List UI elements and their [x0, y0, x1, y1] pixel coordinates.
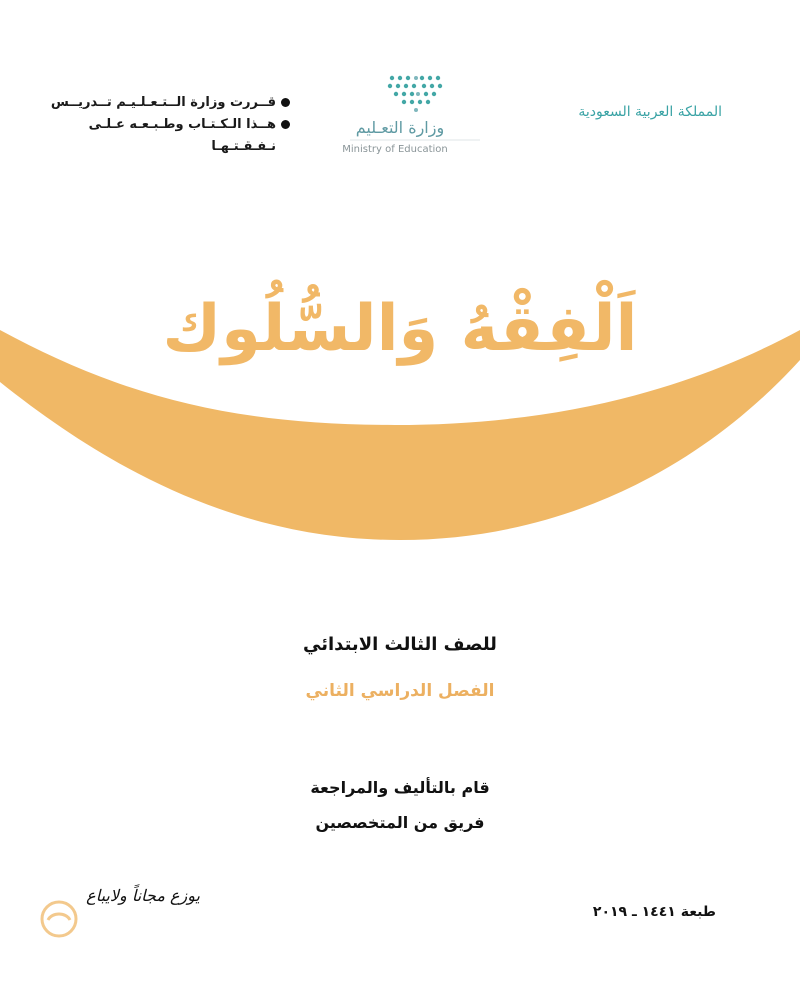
ministry-name-en: Ministry of Education: [342, 144, 448, 155]
edition-label: طبعة ١٤٤١ ـ ٢٠١٩: [592, 904, 716, 920]
ministry-name-ar: وزارة التعـليم: [355, 118, 445, 137]
grade-label: للصف الثالث الابتدائي: [303, 634, 497, 655]
kingdom-name: المملكة العربية السعودية: [578, 104, 722, 120]
bullet-icon: [281, 120, 290, 129]
approval-text-1: قــررت وزارة الــتـعـلـيـم تــدريــس: [50, 95, 276, 110]
distribution-stamp-icon: [38, 898, 80, 940]
approval-note: [50, 92, 290, 158]
bullet-icon: [281, 98, 290, 107]
approval-line-1: [50, 92, 290, 114]
approval-line-2: [50, 114, 290, 158]
authors-line-1: قام بالتأليف والمراجعة: [310, 778, 490, 797]
free-distribution-label: يوزع مجاناً ولايباع: [86, 886, 200, 905]
book-title: اَلْفِقْهُ وَالسُّلُوك: [162, 292, 638, 366]
approval-text-2: هــذا الـكـتـاب وطـبـعـه عـلـى نـفـقـتـهـا: [88, 117, 276, 154]
term-label: الفصل الدراسي الثاني: [305, 681, 495, 701]
authors-line-2: فريق من المتخصصين: [315, 813, 485, 832]
